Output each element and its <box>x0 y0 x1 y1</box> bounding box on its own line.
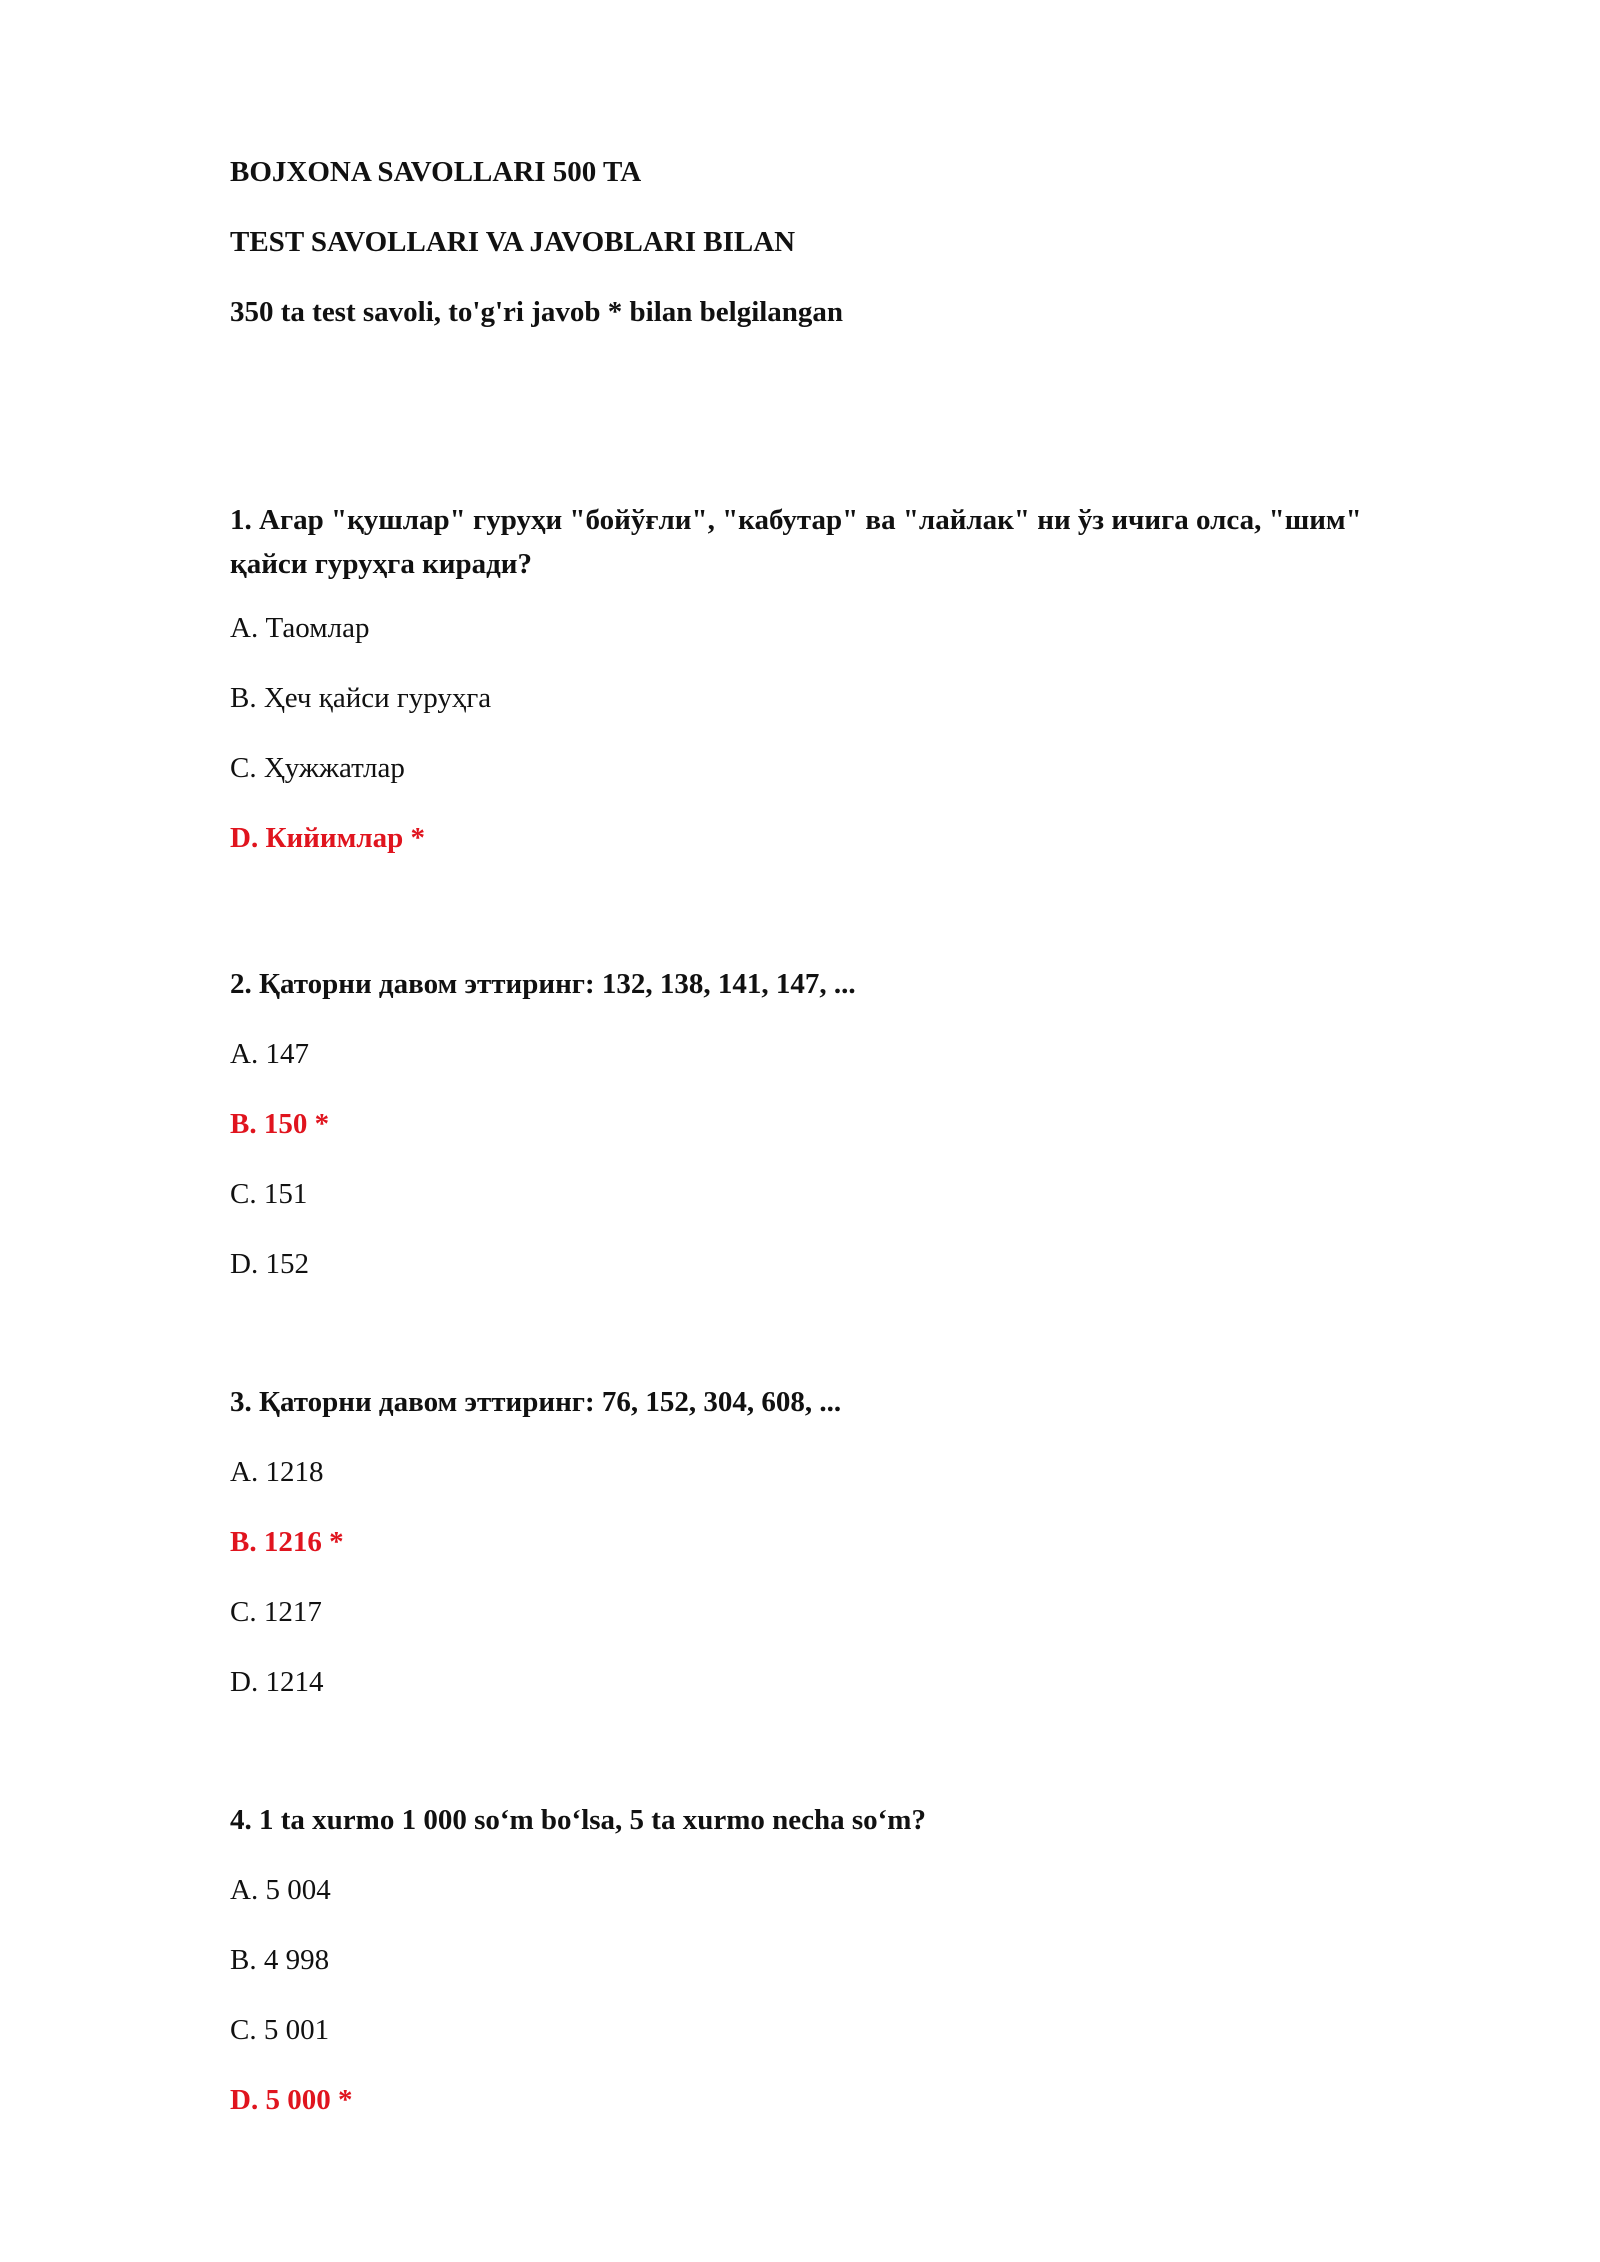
question-1 <box>230 498 1410 858</box>
question-text: 3. Қаторни давом эттиринг: 76, 152, 304, 608, ... <box>230 1386 842 1418</box>
question-4 <box>230 1798 1410 2120</box>
question-2 <box>230 962 1410 1284</box>
option-a: A. 1218 <box>230 1456 324 1488</box>
document-page <box>230 0 1410 2262</box>
document-title: BOJXONA SAVOLLARI 500 TA <box>230 156 642 188</box>
option-c: C. 151 <box>230 1178 308 1210</box>
document-note: 350 ta test savoli, to'g'ri javob * bilan belgilangan <box>230 296 844 328</box>
option-b: B. 150 * <box>230 1108 330 1140</box>
question-text: 1. Агар "қушлар" гуруҳи "бойўғли", "кабутар" ва "лайлак" ни ўз ичига олса, "шим" қайси гуруҳга киради? <box>230 504 1362 580</box>
option-d: D. 5 000 * <box>230 2084 353 2116</box>
option-c: C. 5 001 <box>230 2014 330 2046</box>
option-a: A. 147 <box>230 1038 309 1070</box>
option-b: B. 4 998 <box>230 1944 330 1976</box>
option-c: C. Ҳужжатлар <box>230 752 405 784</box>
option-d: D. Кийимлар * <box>230 822 425 854</box>
question-3 <box>230 1380 1410 1702</box>
option-a: A. Таомлар <box>230 612 370 644</box>
document-subtitle: TEST SAVOLLARI VA JAVOBLARI BILAN <box>230 226 796 258</box>
question-text: 2. Қаторни давом эттиринг: 132, 138, 141, 147, ... <box>230 968 856 1000</box>
option-d: D. 1214 <box>230 1666 324 1698</box>
option-d: D. 152 <box>230 1248 309 1280</box>
question-text: 4. 1 ta xurmo 1 000 so‘m bo‘lsa, 5 ta xurmo necha so‘m? <box>230 1804 926 1836</box>
option-c: C. 1217 <box>230 1596 322 1628</box>
option-a: A. 5 004 <box>230 1874 331 1906</box>
option-b: B. 1216 * <box>230 1526 344 1558</box>
option-b: B. Ҳеч қайси гуруҳга <box>230 682 492 714</box>
